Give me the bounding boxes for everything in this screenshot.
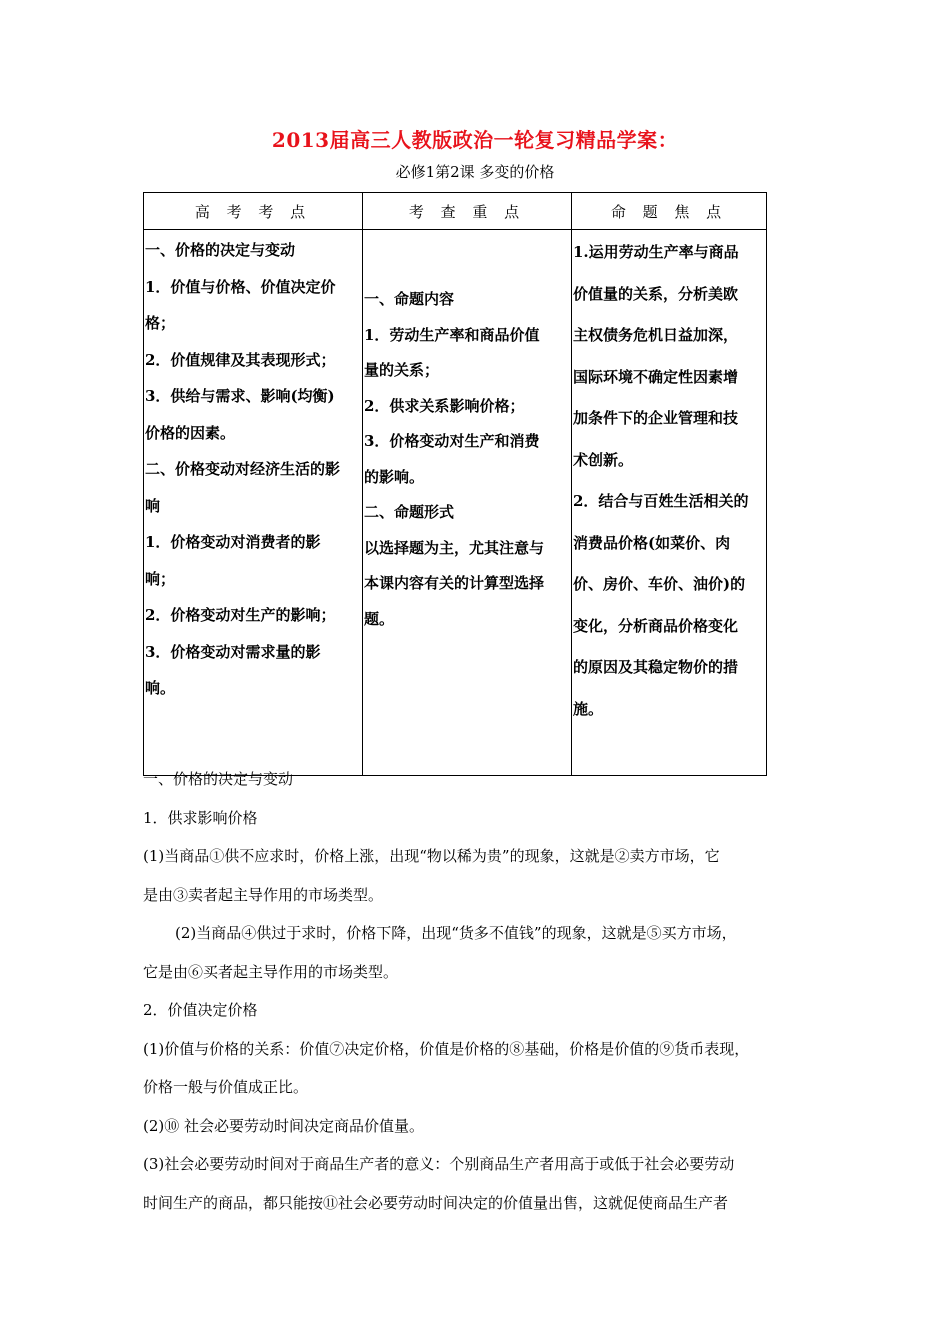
key-point-line: 以选择题为主，尤其注意与 (364, 538, 545, 557)
focus-line: 变化，分析商品价格变化 (573, 616, 739, 635)
exam-point-line: 响。 (145, 679, 176, 697)
focus-line: 加条件下的企业管理和技 (573, 409, 739, 427)
subsection-heading: 2．价值决定价格 (143, 1001, 258, 1019)
focus-line: 价值量的关系，分析美欧 (573, 284, 739, 303)
section-heading: 一、价格的决定与变动 (143, 770, 294, 788)
key-point-line: 的影响。 (364, 467, 425, 486)
key-point-line: 3．价格变动对生产和消费 (364, 432, 540, 450)
header-key-points: 考 查 重 点 (363, 193, 572, 230)
paragraph-line: (2)⑩ 社会必要劳动时间决定商品价值量。 (143, 1116, 425, 1135)
paragraph-line: (1)价值与价格的关系：价值⑦决定价格，价值是价格的⑧基础，价格是价值的⑨货币表现， (143, 1039, 750, 1058)
key-point-line: 一、命题内容 (364, 290, 455, 308)
exam-point-line: 格； (145, 314, 176, 332)
table-body-row (144, 230, 767, 776)
key-points-cell (363, 230, 572, 776)
header-focus: 命 题 焦 点 (572, 193, 767, 230)
paragraph-line: 它是由⑥买者起主导作用的市场类型。 (143, 962, 399, 981)
focus-line: 价、房价、车价、油价)的 (573, 575, 746, 593)
exam-point-line: 2．价值规律及其表现形式； (145, 350, 336, 369)
focus-line: 主权债务危机日益加深， (573, 326, 739, 344)
exam-point-line: 响； (145, 569, 176, 588)
paragraph-line: 时间生产的商品，都只能按⑪社会必要劳动时间决定的价值量出售，这就促使商品生产者 (143, 1193, 729, 1212)
document-subtitle: 必修1第2课 多变的价格 (395, 163, 555, 181)
key-point-line: 1．劳动生产率和商品价值 (364, 325, 540, 344)
focus-line: 1.运用劳动生产率与商品 (573, 243, 739, 261)
exam-point-line: 1．价格变动对消费者的影 (145, 533, 321, 551)
focus-line: 的原因及其稳定物价的措 (573, 658, 739, 676)
focus-line: 施。 (573, 699, 604, 718)
exam-point-line: 2．价格变动对生产的影响； (145, 606, 336, 624)
paragraph-line: (2)当商品④供过于求时，价格下降，出现“货多不值钱”的现象，这就是⑤买方市场， (175, 924, 737, 942)
focus-cell (572, 230, 767, 776)
key-point-line: 2．供求关系影响价格； (364, 396, 525, 415)
key-point-line: 题。 (364, 609, 395, 628)
focus-line: 国际环境不确定性因素增 (573, 367, 739, 386)
table-header-row (144, 193, 767, 230)
focus-line: 消费品价格(如菜价、肉 (573, 533, 731, 552)
paragraph-line: (3)社会必要劳动时间对于商品生产者的意义：个别商品生产者用高于或低于社会必要劳动 (143, 1155, 735, 1173)
subsection-heading: 1．供求影响价格 (143, 808, 258, 827)
paragraph-line: (1)当商品①供不应求时，价格上涨，出现“物以稀为贵”的现象，这就是②卖方市场，它 (143, 847, 720, 865)
key-point-line: 本课内容有关的计算型选择 (364, 574, 545, 592)
exam-point-line: 3．供给与需求、影响(均衡) (145, 387, 335, 405)
study-plan-table (143, 192, 767, 776)
exam-point-line: 二、价格变动对经济生活的影 (145, 460, 341, 478)
exam-points-cell (144, 230, 363, 776)
exam-point-line: 价格的因素。 (145, 423, 236, 442)
exam-point-line: 1．价值与价格、价值决定价 (145, 277, 336, 296)
key-point-line: 二、命题形式 (364, 503, 455, 521)
document-title: 2013届高三人教版政治一轮复习精品学案： (271, 128, 679, 152)
header-exam-points: 高 考 考 点 (144, 193, 363, 230)
key-point-line: 量的关系； (364, 361, 440, 379)
paragraph-line: 价格一般与价值成正比。 (143, 1078, 309, 1096)
paragraph-line: 是由③卖者起主导作用的市场类型。 (143, 885, 384, 904)
focus-line: 术创新。 (573, 450, 634, 469)
exam-point-line: 一、价格的决定与变动 (145, 241, 296, 259)
exam-point-line: 响 (145, 496, 161, 515)
focus-line: 2．结合与百姓生活相关的 (573, 492, 749, 510)
exam-point-line: 3．价格变动对需求量的影 (145, 642, 321, 661)
body-text (143, 760, 823, 1222)
